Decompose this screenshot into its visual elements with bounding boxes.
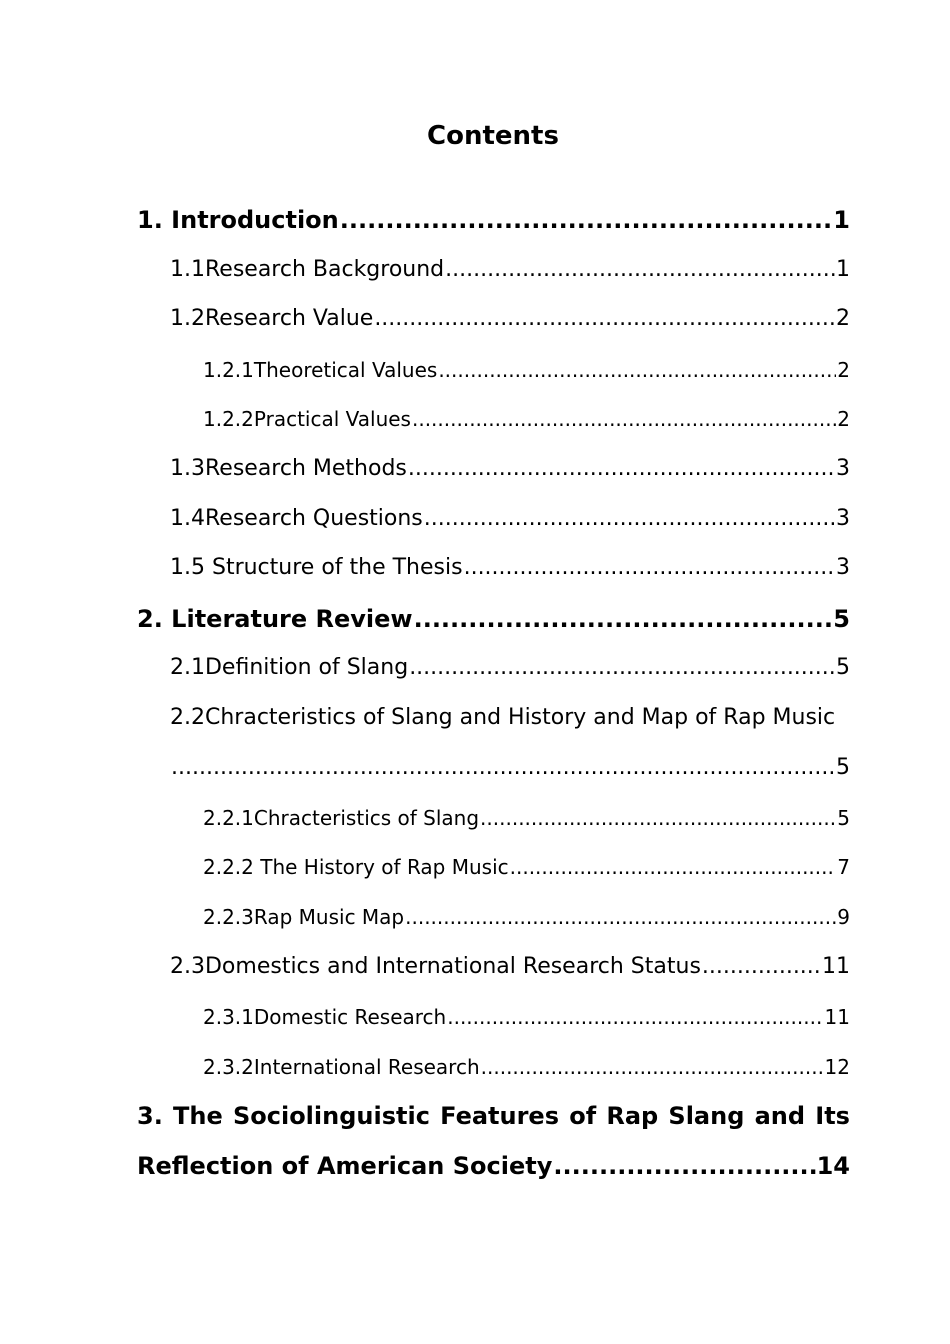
dot-leader [414,602,833,636]
toc-page-number: 11 [824,1005,850,1029]
toc-entry-word: of [569,1102,597,1130]
toc-page-number: 3 [836,555,850,580]
toc-entry-label: 1.5 Structure of the Thesis [170,555,463,580]
toc-entry-1-1[interactable] [170,253,850,287]
toc-entry-word: 3. [137,1102,163,1130]
dot-leader [405,900,836,934]
toc-entry-1-3[interactable] [170,452,850,486]
dot-leader [702,950,821,984]
toc-page-number: 5 [836,655,850,680]
toc-entry-label: 1.3Research Methods [170,456,407,481]
dot-leader [481,1050,824,1084]
toc-entry-label: 1. Introduction [137,206,339,234]
toc-entry-word: and [754,1102,806,1130]
toc-page-number: 1 [833,206,850,234]
dot-leader [424,502,835,536]
toc-page-number: 5 [837,806,850,830]
toc-entry-2-2-line2[interactable] [170,751,850,785]
toc-entry-label: Reflection of American Society [137,1152,553,1180]
toc-page-number: 1 [836,257,850,282]
dot-leader [171,751,835,785]
dot-leader [445,253,835,287]
toc-page-number: 3 [836,456,850,481]
toc-entry-label: 1.2.1Theoretical Values [203,358,438,382]
toc-entry-label: 2.2.1Chracteristics of Slang [203,806,480,830]
dot-leader [447,1000,823,1034]
toc-entry-2[interactable] [137,602,850,636]
toc-entry-label: 1.2.2Practical Values [203,407,411,431]
dot-leader [412,402,836,436]
toc-page-number: 5 [833,605,850,633]
dot-leader [340,203,833,237]
toc-entry-word: The [173,1102,223,1130]
dot-leader [553,1149,815,1183]
page-title: Contents [427,121,559,151]
toc-entry-label: 1.1Research Background [170,257,445,282]
toc-entry-label: 2.3.1Domestic Research [203,1005,447,1029]
toc-entry-2-3-2[interactable] [203,1050,850,1084]
toc-entry-1-2-2[interactable] [203,402,850,436]
toc-entry-1-2-1[interactable] [203,353,850,387]
dot-leader [438,353,836,387]
toc-entry-1-2[interactable] [170,302,850,336]
toc-entry-2-2-1[interactable] [203,801,850,835]
toc-entry-label: 2.2.3Rap Music Map [203,905,405,929]
toc-entry-2-3-1[interactable] [203,1000,850,1034]
toc-entry-2-1[interactable] [170,651,850,685]
toc-page-number: 2 [836,306,850,331]
toc-entry-2-2-3[interactable] [203,900,850,934]
toc-page-number: 12 [824,1055,850,1079]
toc-entry-label: 2.2Chracteristics of Slang and History and Map of Rap Music [170,705,836,730]
toc-entry-1-4[interactable] [170,502,850,536]
dot-leader [480,801,836,835]
dot-leader [510,850,837,884]
toc-entry-word: Rap [606,1102,659,1130]
toc-entry-3-line2[interactable] [137,1149,850,1183]
toc-entry-2-2-line1[interactable] [170,701,850,735]
toc-page-number: 3 [836,506,850,531]
toc-entry-label: 2.3Domestics and International Research Status [170,954,701,979]
toc-page-number: 9 [837,905,850,929]
dot-leader [374,302,835,336]
toc-page-number: 14 [816,1152,850,1180]
toc-entry-2-3[interactable] [170,950,850,984]
toc-page-number: 7 [837,855,850,879]
toc-entry-word: Sociolinguistic [232,1102,430,1130]
toc-entry-word: Its [815,1102,850,1130]
dot-leader [464,551,835,585]
toc-entry-1[interactable] [137,203,850,237]
toc-entry-2-2-2[interactable] [203,850,850,884]
dot-leader [409,651,835,685]
toc-entry-word: Features [440,1102,559,1130]
toc-entry-label: 2.2.2 The History of Rap Music [203,855,509,879]
toc-page-number: 2 [837,407,850,431]
toc-page-number: 5 [836,755,850,780]
toc-entry-label: 2.1Definition of Slang [170,655,409,680]
toc-page-number: 2 [837,358,850,382]
toc-page-number: 11 [822,954,850,979]
toc-entry-word: Slang [668,1102,745,1130]
toc-entry-3-line1[interactable] [137,1099,850,1133]
toc-entry-label: 1.4Research Questions [170,506,423,531]
toc-entry-label: 2. Literature Review [137,605,413,633]
toc-entry-label: 2.3.2International Research [203,1055,480,1079]
toc-entry-1-5[interactable] [170,551,850,585]
toc-entry-label: 1.2Research Value [170,306,374,331]
dot-leader [408,452,835,486]
